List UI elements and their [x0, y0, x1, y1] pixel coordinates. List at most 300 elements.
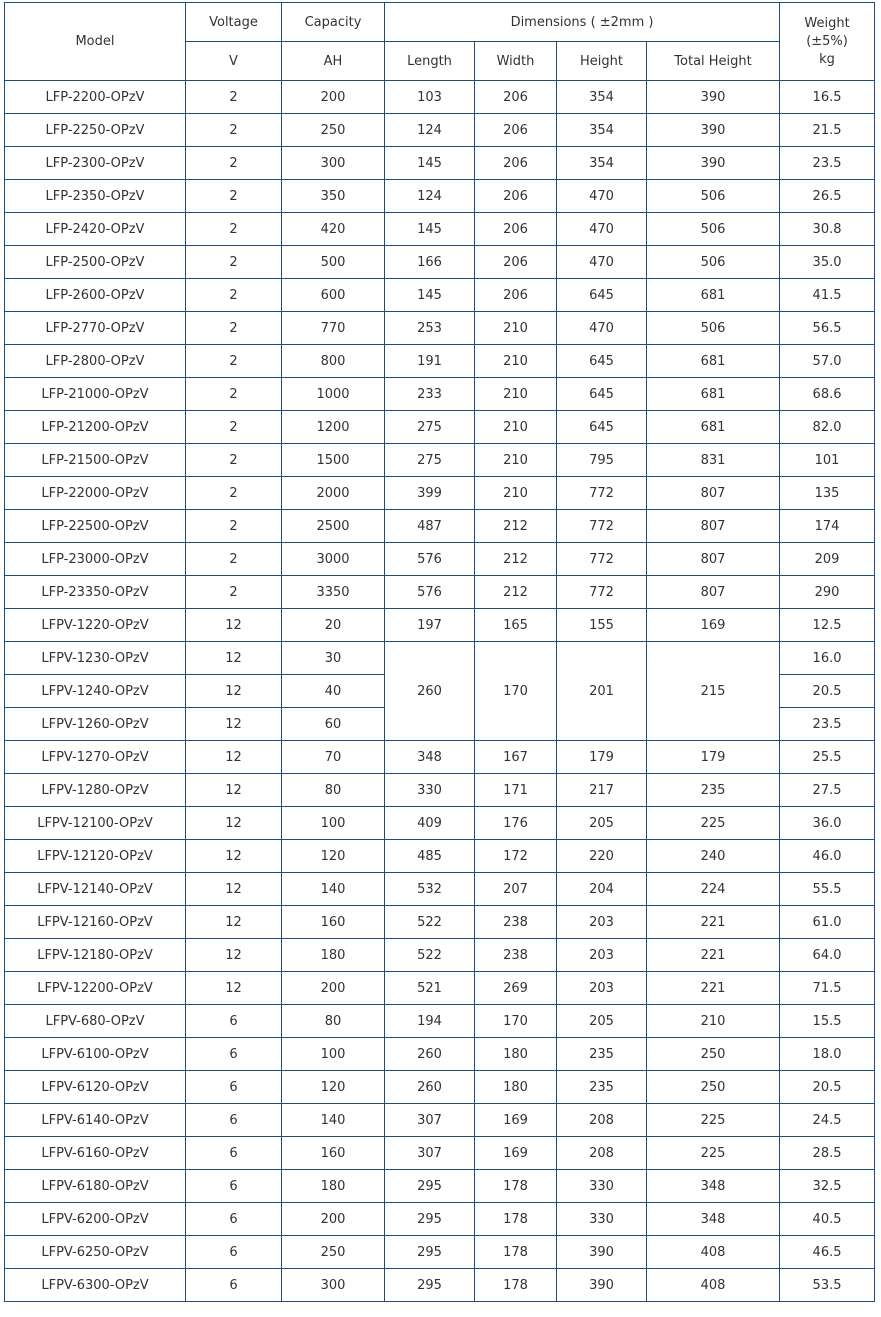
cell-capacity: 420 [282, 213, 385, 246]
cell-width: 212 [475, 576, 557, 609]
cell-voltage: 6 [186, 1005, 282, 1038]
table-row [5, 81, 875, 114]
table-row [5, 213, 875, 246]
cell-model: LFPV-6160-OPzV [5, 1137, 186, 1170]
cell-voltage: 12 [186, 840, 282, 873]
table-row [5, 279, 875, 312]
cell-height: 470 [557, 246, 647, 279]
header-capacity: Capacity [282, 3, 385, 42]
cell-length: 260 [385, 1038, 475, 1071]
cell-total-height: 681 [647, 411, 780, 444]
cell-height: 645 [557, 411, 647, 444]
table-row [5, 246, 875, 279]
cell-capacity: 140 [282, 873, 385, 906]
cell-length: 295 [385, 1203, 475, 1236]
cell-length: 124 [385, 180, 475, 213]
cell-length: 307 [385, 1104, 475, 1137]
header-dimensions: Dimensions ( ±2mm ) [385, 3, 780, 42]
cell-voltage: 12 [186, 642, 282, 675]
cell-length: 295 [385, 1236, 475, 1269]
header-width: Width [475, 42, 557, 81]
cell-capacity: 80 [282, 1005, 385, 1038]
cell-model: LFP-2420-OPzV [5, 213, 186, 246]
cell-model: LFP-2800-OPzV [5, 345, 186, 378]
cell-capacity: 120 [282, 1071, 385, 1104]
table-row [5, 1104, 875, 1137]
cell-voltage: 12 [186, 675, 282, 708]
cell-voltage: 12 [186, 708, 282, 741]
cell-length: 532 [385, 873, 475, 906]
cell-height: 354 [557, 147, 647, 180]
cell-model: LFPV-6120-OPzV [5, 1071, 186, 1104]
cell-voltage: 12 [186, 972, 282, 1005]
cell-width: 178 [475, 1170, 557, 1203]
spec-table-container [4, 2, 875, 1302]
table-row [5, 1269, 875, 1302]
cell-width: 212 [475, 510, 557, 543]
cell-total-height: 169 [647, 609, 780, 642]
cell-total-height: 831 [647, 444, 780, 477]
cell-capacity: 1500 [282, 444, 385, 477]
cell-model: LFPV-680-OPzV [5, 1005, 186, 1038]
header-voltage-unit: V [186, 42, 282, 81]
table-row [5, 741, 875, 774]
cell-capacity: 20 [282, 609, 385, 642]
header-weight [780, 3, 875, 81]
cell-length: 485 [385, 840, 475, 873]
cell-capacity: 250 [282, 1236, 385, 1269]
cell-length: 576 [385, 543, 475, 576]
cell-weight: 41.5 [780, 279, 875, 312]
table-row [5, 840, 875, 873]
cell-voltage: 2 [186, 444, 282, 477]
cell-length: 409 [385, 807, 475, 840]
cell-height: 470 [557, 180, 647, 213]
table-row [5, 444, 875, 477]
cell-voltage: 2 [186, 543, 282, 576]
cell-model: LFP-2600-OPzV [5, 279, 186, 312]
cell-width: 165 [475, 609, 557, 642]
cell-voltage: 12 [186, 741, 282, 774]
table-row [5, 807, 875, 840]
cell-capacity: 180 [282, 1170, 385, 1203]
cell-voltage: 2 [186, 147, 282, 180]
cell-length: 295 [385, 1170, 475, 1203]
cell-weight: 12.5 [780, 609, 875, 642]
cell-model: LFPV-1260-OPzV [5, 708, 186, 741]
cell-weight: 46.0 [780, 840, 875, 873]
cell-model: LFPV-6200-OPzV [5, 1203, 186, 1236]
cell-total-height: 225 [647, 1137, 780, 1170]
cell-height: 772 [557, 576, 647, 609]
cell-weight: 36.0 [780, 807, 875, 840]
cell-voltage: 6 [186, 1137, 282, 1170]
cell-voltage: 2 [186, 576, 282, 609]
cell-total-height: 390 [647, 114, 780, 147]
cell-width: 169 [475, 1137, 557, 1170]
cell-capacity: 2500 [282, 510, 385, 543]
cell-model: LFPV-6140-OPzV [5, 1104, 186, 1137]
cell-weight: 174 [780, 510, 875, 543]
cell-height: 772 [557, 543, 647, 576]
cell-length: 166 [385, 246, 475, 279]
cell-voltage: 2 [186, 378, 282, 411]
cell-total-height: 210 [647, 1005, 780, 1038]
cell-voltage: 6 [186, 1236, 282, 1269]
cell-height: 203 [557, 939, 647, 972]
table-row [5, 180, 875, 213]
cell-model: LFP-2250-OPzV [5, 114, 186, 147]
cell-height: 205 [557, 1005, 647, 1038]
cell-capacity: 30 [282, 642, 385, 675]
cell-weight: 68.6 [780, 378, 875, 411]
cell-weight: 20.5 [780, 1071, 875, 1104]
cell-width: 238 [475, 939, 557, 972]
cell-model: LFPV-1230-OPzV [5, 642, 186, 675]
cell-length: 197 [385, 609, 475, 642]
table-row [5, 774, 875, 807]
cell-model: LFP-2200-OPzV [5, 81, 186, 114]
cell-capacity: 350 [282, 180, 385, 213]
cell-width: 206 [475, 213, 557, 246]
table-row [5, 1071, 875, 1104]
cell-length: 522 [385, 906, 475, 939]
cell-weight: 27.5 [780, 774, 875, 807]
cell-total-height: 506 [647, 180, 780, 213]
cell-voltage: 2 [186, 180, 282, 213]
cell-weight: 26.5 [780, 180, 875, 213]
cell-weight: 16.0 [780, 642, 875, 675]
cell-width: 178 [475, 1269, 557, 1302]
cell-capacity: 2000 [282, 477, 385, 510]
cell-weight: 55.5 [780, 873, 875, 906]
cell-length: 145 [385, 147, 475, 180]
cell-height: 772 [557, 477, 647, 510]
cell-length: 194 [385, 1005, 475, 1038]
cell-capacity: 600 [282, 279, 385, 312]
cell-width: 207 [475, 873, 557, 906]
cell-weight: 21.5 [780, 114, 875, 147]
cell-weight: 25.5 [780, 741, 875, 774]
header-total-height: Total Height [647, 42, 780, 81]
cell-total-height: 250 [647, 1038, 780, 1071]
cell-total-height: 221 [647, 972, 780, 1005]
header-weight-unit: kg [819, 51, 835, 67]
cell-total-height: 235 [647, 774, 780, 807]
cell-voltage: 2 [186, 312, 282, 345]
cell-model: LFPV-1270-OPzV [5, 741, 186, 774]
table-row [5, 378, 875, 411]
spec-table-body [5, 81, 875, 1302]
cell-weight: 28.5 [780, 1137, 875, 1170]
cell-capacity: 500 [282, 246, 385, 279]
cell-model: LFPV-1280-OPzV [5, 774, 186, 807]
cell-length: 275 [385, 444, 475, 477]
cell-height: 772 [557, 510, 647, 543]
cell-total-height: 221 [647, 906, 780, 939]
cell-capacity: 100 [282, 1038, 385, 1071]
cell-weight: 23.5 [780, 147, 875, 180]
table-row [5, 411, 875, 444]
cell-width: 180 [475, 1038, 557, 1071]
cell-weight: 35.0 [780, 246, 875, 279]
cell-width: 206 [475, 114, 557, 147]
table-row [5, 906, 875, 939]
cell-height: 330 [557, 1203, 647, 1236]
cell-width: 206 [475, 180, 557, 213]
cell-width: 269 [475, 972, 557, 1005]
cell-voltage: 2 [186, 246, 282, 279]
cell-weight: 16.5 [780, 81, 875, 114]
cell-voltage: 2 [186, 510, 282, 543]
cell-voltage: 12 [186, 609, 282, 642]
cell-weight: 64.0 [780, 939, 875, 972]
table-row [5, 972, 875, 1005]
cell-model: LFPV-6250-OPzV [5, 1236, 186, 1269]
cell-length: 522 [385, 939, 475, 972]
cell-total-height: 506 [647, 246, 780, 279]
cell-height: 645 [557, 279, 647, 312]
cell-total-height: 506 [647, 312, 780, 345]
table-row [5, 543, 875, 576]
cell-width: 238 [475, 906, 557, 939]
cell-total-height: 807 [647, 576, 780, 609]
cell-weight: 53.5 [780, 1269, 875, 1302]
cell-voltage: 12 [186, 774, 282, 807]
table-row [5, 939, 875, 972]
cell-total-height: 250 [647, 1071, 780, 1104]
cell-total-height: 225 [647, 807, 780, 840]
table-row [5, 873, 875, 906]
cell-weight: 46.5 [780, 1236, 875, 1269]
cell-width: 172 [475, 840, 557, 873]
cell-total-height: 408 [647, 1236, 780, 1269]
cell-capacity: 200 [282, 81, 385, 114]
cell-capacity: 140 [282, 1104, 385, 1137]
cell-capacity: 60 [282, 708, 385, 741]
cell-width: 180 [475, 1071, 557, 1104]
cell-model: LFP-21200-OPzV [5, 411, 186, 444]
cell-height: 208 [557, 1137, 647, 1170]
cell-length: 191 [385, 345, 475, 378]
cell-width-merged: 170 [475, 642, 557, 741]
cell-capacity: 40 [282, 675, 385, 708]
cell-length: 487 [385, 510, 475, 543]
cell-capacity: 300 [282, 147, 385, 180]
cell-weight: 135 [780, 477, 875, 510]
cell-weight: 61.0 [780, 906, 875, 939]
cell-capacity: 70 [282, 741, 385, 774]
table-row [5, 1203, 875, 1236]
cell-width: 206 [475, 246, 557, 279]
table-row [5, 510, 875, 543]
table-row [5, 345, 875, 378]
cell-voltage: 6 [186, 1071, 282, 1104]
cell-length: 145 [385, 279, 475, 312]
cell-length: 253 [385, 312, 475, 345]
cell-model: LFP-23000-OPzV [5, 543, 186, 576]
cell-voltage: 2 [186, 345, 282, 378]
cell-voltage: 12 [186, 807, 282, 840]
header-voltage: Voltage [186, 3, 282, 42]
cell-total-height: 224 [647, 873, 780, 906]
header-weight-tolerance: (±5%) [806, 33, 848, 49]
cell-width: 167 [475, 741, 557, 774]
table-row [5, 147, 875, 180]
cell-length: 233 [385, 378, 475, 411]
cell-width: 206 [475, 279, 557, 312]
header-capacity-unit: AH [282, 42, 385, 81]
cell-model: LFPV-6100-OPzV [5, 1038, 186, 1071]
table-row [5, 1137, 875, 1170]
cell-capacity: 100 [282, 807, 385, 840]
cell-model: LFP-2350-OPzV [5, 180, 186, 213]
cell-voltage: 12 [186, 939, 282, 972]
cell-model: LFPV-6300-OPzV [5, 1269, 186, 1302]
header-model: Model [5, 3, 186, 81]
cell-capacity: 200 [282, 1203, 385, 1236]
cell-model: LFP-22500-OPzV [5, 510, 186, 543]
cell-height: 204 [557, 873, 647, 906]
cell-weight: 290 [780, 576, 875, 609]
cell-model: LFPV-1220-OPzV [5, 609, 186, 642]
cell-height: 330 [557, 1170, 647, 1203]
cell-weight: 20.5 [780, 675, 875, 708]
battery-spec-table [4, 2, 875, 1302]
cell-total-height: 240 [647, 840, 780, 873]
cell-model: LFP-21000-OPzV [5, 378, 186, 411]
cell-length: 399 [385, 477, 475, 510]
cell-total-height: 506 [647, 213, 780, 246]
table-row [5, 1236, 875, 1269]
cell-weight: 40.5 [780, 1203, 875, 1236]
cell-length: 295 [385, 1269, 475, 1302]
cell-height: 205 [557, 807, 647, 840]
cell-model: LFPV-12120-OPzV [5, 840, 186, 873]
cell-length: 330 [385, 774, 475, 807]
cell-length: 124 [385, 114, 475, 147]
cell-weight: 15.5 [780, 1005, 875, 1038]
cell-length-merged: 260 [385, 642, 475, 741]
cell-capacity: 180 [282, 939, 385, 972]
header-height: Height [557, 42, 647, 81]
table-row [5, 114, 875, 147]
table-row [5, 1005, 875, 1038]
cell-width: 206 [475, 81, 557, 114]
cell-weight: 71.5 [780, 972, 875, 1005]
cell-height: 645 [557, 378, 647, 411]
cell-capacity: 3000 [282, 543, 385, 576]
cell-length: 348 [385, 741, 475, 774]
cell-width: 176 [475, 807, 557, 840]
cell-height: 354 [557, 81, 647, 114]
cell-width: 178 [475, 1236, 557, 1269]
cell-voltage: 2 [186, 477, 282, 510]
cell-total-height: 348 [647, 1203, 780, 1236]
table-row [5, 1038, 875, 1071]
cell-total-height: 348 [647, 1170, 780, 1203]
cell-voltage: 6 [186, 1269, 282, 1302]
cell-capacity: 120 [282, 840, 385, 873]
table-row [5, 1170, 875, 1203]
cell-model: LFPV-1240-OPzV [5, 675, 186, 708]
cell-total-height: 807 [647, 477, 780, 510]
cell-height: 179 [557, 741, 647, 774]
cell-weight: 30.8 [780, 213, 875, 246]
cell-height: 390 [557, 1236, 647, 1269]
cell-height: 235 [557, 1071, 647, 1104]
cell-total-height: 681 [647, 279, 780, 312]
cell-model: LFP-21500-OPzV [5, 444, 186, 477]
cell-length: 103 [385, 81, 475, 114]
cell-voltage: 6 [186, 1038, 282, 1071]
cell-width: 169 [475, 1104, 557, 1137]
header-row-1 [5, 3, 875, 42]
cell-capacity: 1000 [282, 378, 385, 411]
cell-model: LFPV-6180-OPzV [5, 1170, 186, 1203]
cell-length: 307 [385, 1137, 475, 1170]
cell-voltage: 2 [186, 411, 282, 444]
cell-voltage: 2 [186, 81, 282, 114]
cell-weight: 18.0 [780, 1038, 875, 1071]
cell-height: 155 [557, 609, 647, 642]
cell-model: LFPV-12140-OPzV [5, 873, 186, 906]
cell-voltage: 2 [186, 279, 282, 312]
cell-voltage: 12 [186, 906, 282, 939]
cell-width: 171 [475, 774, 557, 807]
cell-height: 235 [557, 1038, 647, 1071]
cell-voltage: 6 [186, 1170, 282, 1203]
cell-model: LFP-2500-OPzV [5, 246, 186, 279]
cell-total-height: 681 [647, 345, 780, 378]
cell-weight: 23.5 [780, 708, 875, 741]
cell-model: LFP-2300-OPzV [5, 147, 186, 180]
cell-height: 217 [557, 774, 647, 807]
cell-total-height: 807 [647, 543, 780, 576]
cell-voltage: 2 [186, 213, 282, 246]
cell-width: 210 [475, 312, 557, 345]
cell-total-height-merged: 215 [647, 642, 780, 741]
cell-height: 203 [557, 972, 647, 1005]
cell-weight: 32.5 [780, 1170, 875, 1203]
table-row [5, 312, 875, 345]
cell-total-height: 681 [647, 378, 780, 411]
cell-weight: 24.5 [780, 1104, 875, 1137]
cell-width: 178 [475, 1203, 557, 1236]
cell-model: LFPV-12100-OPzV [5, 807, 186, 840]
cell-model: LFPV-12200-OPzV [5, 972, 186, 1005]
cell-capacity: 800 [282, 345, 385, 378]
cell-height: 390 [557, 1269, 647, 1302]
cell-total-height: 390 [647, 147, 780, 180]
cell-voltage: 2 [186, 114, 282, 147]
cell-width: 206 [475, 147, 557, 180]
cell-width: 212 [475, 543, 557, 576]
cell-total-height: 221 [647, 939, 780, 972]
cell-height: 470 [557, 312, 647, 345]
table-row [5, 576, 875, 609]
header-weight-label: Weight [804, 15, 850, 31]
cell-height: 220 [557, 840, 647, 873]
cell-weight: 209 [780, 543, 875, 576]
cell-length: 275 [385, 411, 475, 444]
cell-total-height: 179 [647, 741, 780, 774]
cell-length: 521 [385, 972, 475, 1005]
cell-weight: 57.0 [780, 345, 875, 378]
cell-width: 210 [475, 345, 557, 378]
cell-length: 260 [385, 1071, 475, 1104]
cell-height: 354 [557, 114, 647, 147]
